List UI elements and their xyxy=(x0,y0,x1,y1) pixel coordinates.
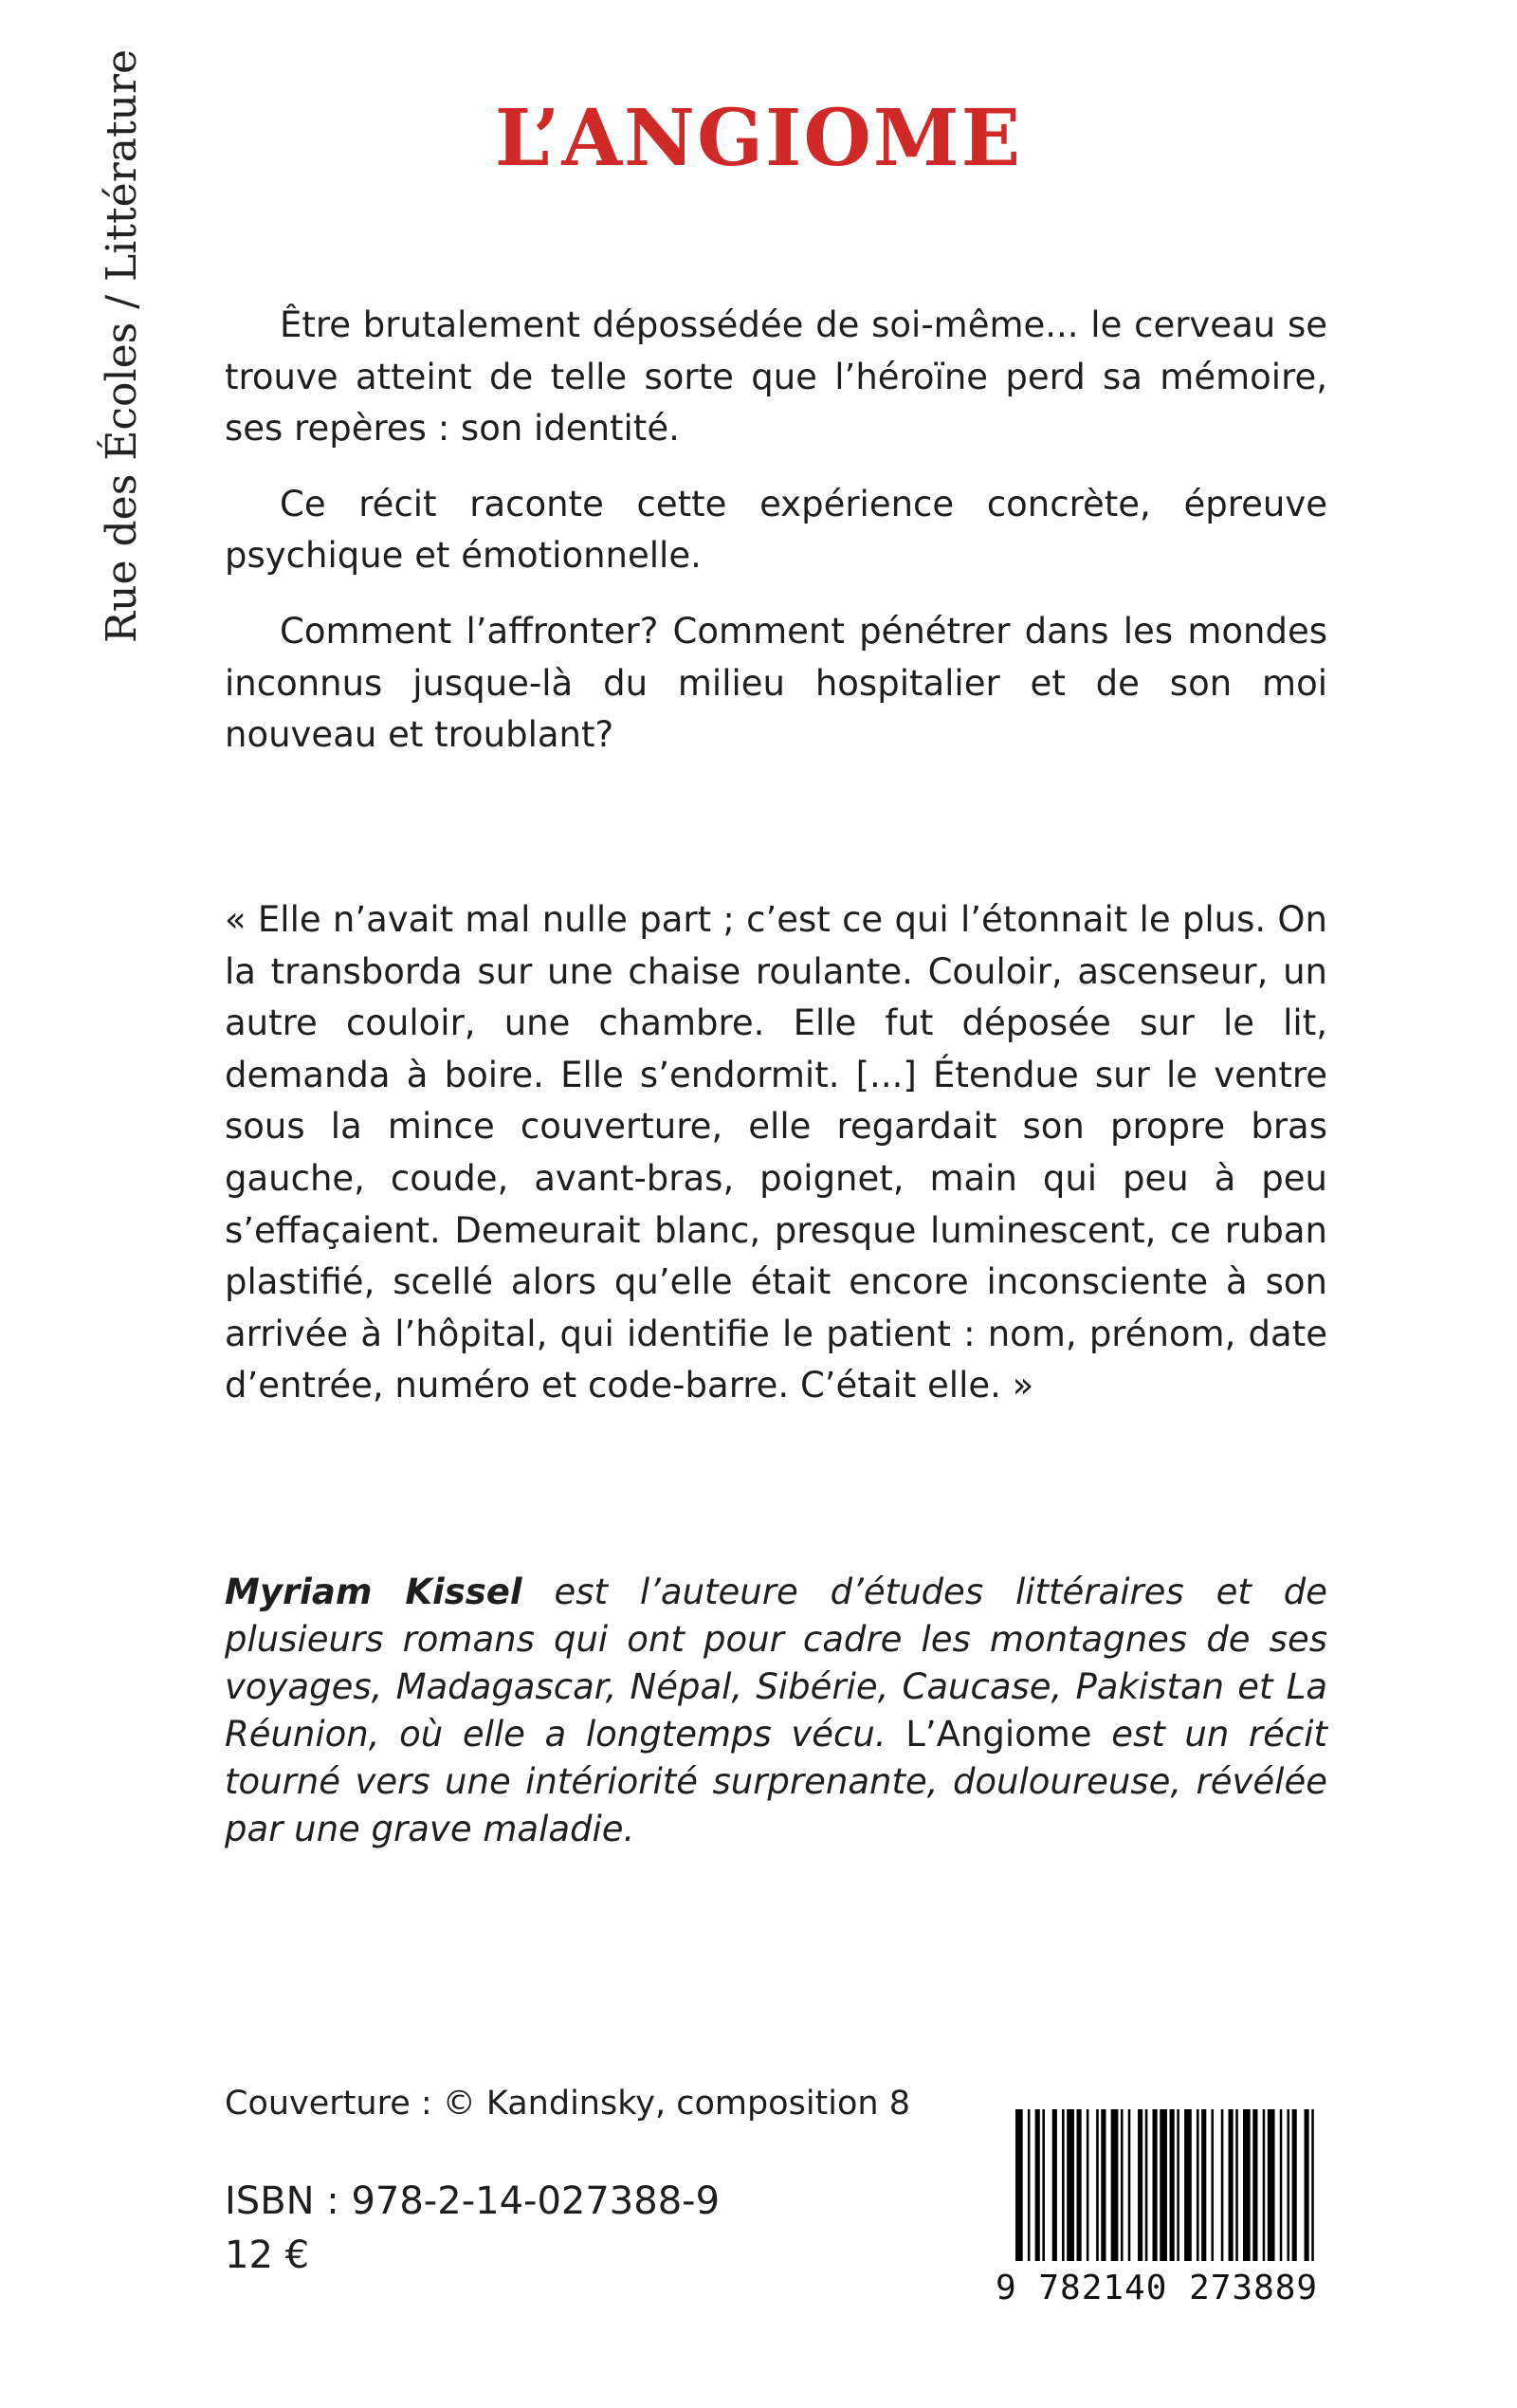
quote-text: « Elle n’avait mal nulle part ; c’est ce qui l’étonnait le plus. On la transborda sur une chaise roulante. Couloir, ascenseur, un autre couloir, une chambre. Elle fut déposée sur le lit, demanda à boire. Elle s’endormit. [...] Étendue sur le ventre sous la mince couverture, elle regardait son propre bras gauche, coude, avant-bras, poignet, main qui peu à peu s’effaçaient. Demeurait blanc, presque luminescent, ce ruban plastifié, scellé alors qu’elle était encore inconsciente à son arrivée à l’hôpital, qui identifie le patient : nom, prénom, date d’entrée, numéro et code-barre. C’était elle. » xyxy=(225,899,1327,1406)
barcode-bar xyxy=(1138,2109,1142,2261)
barcode-bar xyxy=(1211,2109,1214,2261)
barcode-bar xyxy=(1201,2109,1206,2261)
barcode-bar xyxy=(1062,2109,1065,2261)
barcode-bar xyxy=(1101,2109,1106,2261)
barcode-bar xyxy=(1292,2109,1297,2261)
intro-paragraph: Être brutalement dépossédée de soi-même... le cerveau se trouve atteint de telle sorte que l’héroïne perd sa mémoire, ses repères : son identité. xyxy=(225,304,1327,450)
barcode-bar xyxy=(1111,2109,1119,2261)
barcode-bar xyxy=(1177,2109,1179,2261)
barcode-bar xyxy=(1311,2109,1314,2261)
excerpt-quote xyxy=(225,894,1327,1412)
barcode-bar xyxy=(1280,2109,1283,2261)
bio-text-1: est l’auteure d’études littéraires et de plusieurs romans qui ont pour cadre les montagnes de ses voyages, Madagascar, Népal, Sibérie, Caucase, Pakistan et La Réunion, où elle a longtemps vécu. xyxy=(225,1572,1327,1755)
barcode-bar xyxy=(1184,2109,1192,2261)
barcode-bar xyxy=(1268,2109,1275,2261)
barcode-bar xyxy=(1229,2109,1234,2261)
barcode-bar xyxy=(1015,2109,1023,2261)
barcode-bar xyxy=(1035,2109,1040,2261)
barcode-bar xyxy=(1042,2109,1045,2261)
barcode-bar xyxy=(1153,2109,1158,2261)
author-bio xyxy=(225,1569,1327,1853)
barcode-bar xyxy=(1305,2109,1309,2261)
barcode-bar xyxy=(1052,2109,1057,2261)
intro-text xyxy=(225,300,1327,785)
barcode-bar xyxy=(1197,2109,1199,2261)
barcode-digits: 9 782140 273889 xyxy=(996,2269,1319,2307)
barcode-bar xyxy=(1170,2109,1175,2261)
barcode-bar xyxy=(1145,2109,1148,2261)
bio-text-2: est un récit tourné vers une intériorité surprenante, douloureuse, révélée par une grave maladie. xyxy=(225,1714,1327,1849)
author-name: Myriam Kissel xyxy=(225,1572,522,1612)
intro-paragraph: Comment l’affronter? Comment pénétrer dans les mondes inconnus jusque-là du milieu hospitalier et de son moi nouveau et troublant? xyxy=(225,610,1327,756)
barcode-bar xyxy=(1160,2109,1167,2261)
price: 12 € xyxy=(225,2233,310,2277)
cover-credit: Couverture : © Kandinsky, composition 8 xyxy=(225,2085,910,2123)
barcode-bar xyxy=(1128,2109,1131,2261)
barcode xyxy=(1015,2109,1319,2261)
bio-book-title: L’Angiome xyxy=(905,1714,1092,1755)
intro-paragraph: Ce récit raconte cette expérience concrète, épreuve psychique et émotionnelle. xyxy=(225,483,1327,577)
barcode-bar xyxy=(1263,2109,1266,2261)
barcode-bar xyxy=(1067,2109,1074,2261)
barcode-bar xyxy=(1243,2109,1251,2261)
barcode-bar xyxy=(1287,2109,1289,2261)
barcode-bar xyxy=(1087,2109,1089,2261)
barcode-bar xyxy=(1235,2109,1238,2261)
collection-label: Rue des Écoles / Littérature xyxy=(98,48,146,643)
book-title: L’ANGIOME xyxy=(494,93,1023,184)
barcode-bar xyxy=(1028,2109,1031,2261)
barcode-bar xyxy=(1096,2109,1099,2261)
barcode-bar xyxy=(1121,2109,1124,2261)
isbn: ISBN : 978-2-14-027388-9 xyxy=(225,2179,721,2223)
barcode-bar xyxy=(1077,2109,1082,2261)
barcode-bar xyxy=(1221,2109,1224,2261)
barcode-bar xyxy=(1252,2109,1257,2261)
